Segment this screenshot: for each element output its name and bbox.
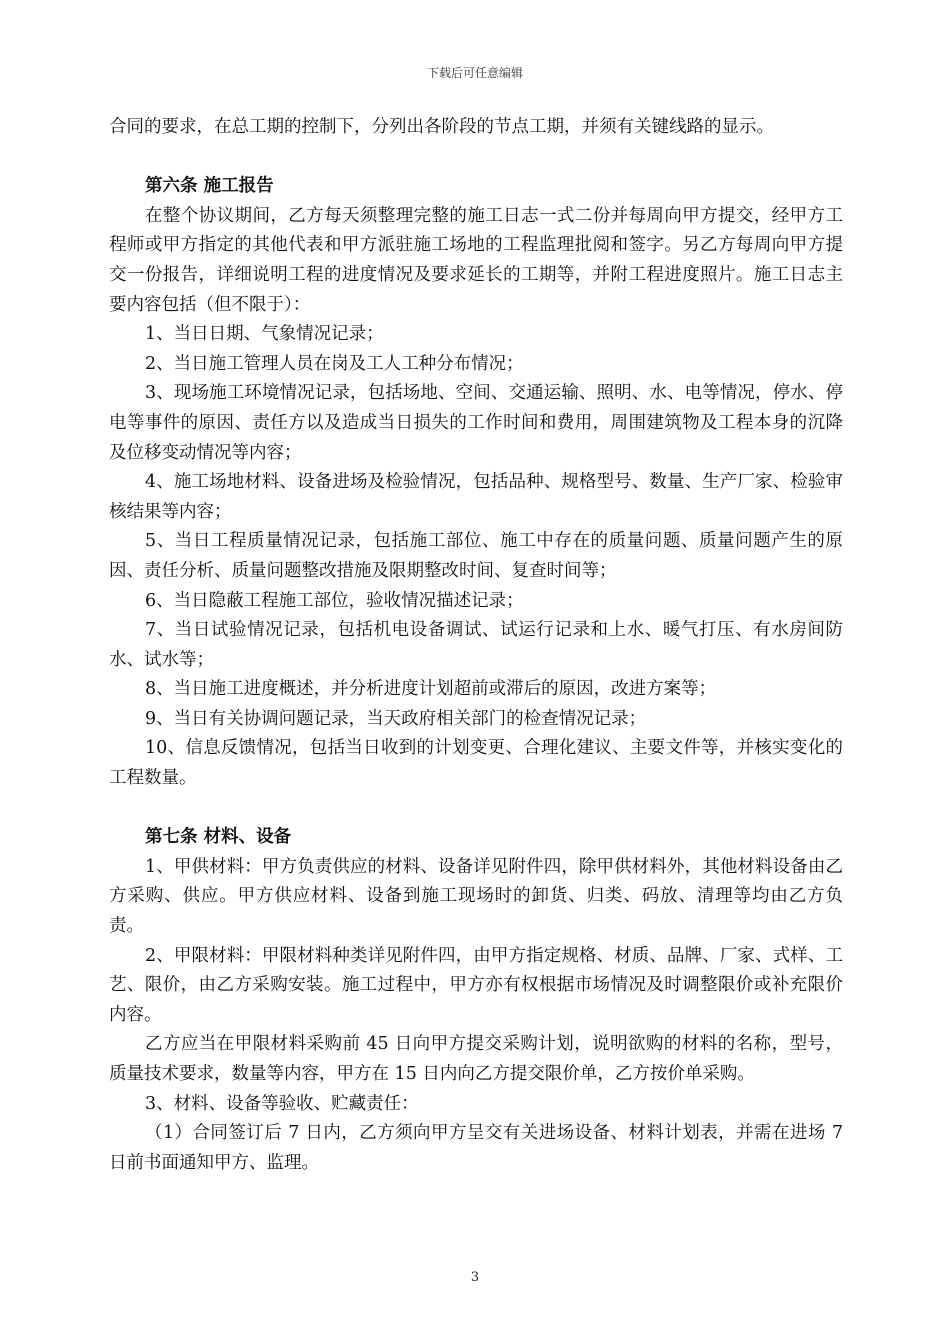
list-item: 9、当日有关协调问题记录，当天政府相关部门的检查情况记录； <box>145 708 647 729</box>
list-item: 1、当日日期、气象情况记录； <box>145 324 384 345</box>
list-item: 2、当日施工管理人员在岗及工人工种分布情况； <box>145 353 524 374</box>
list-item: 5、当日工程质量情况记录，包括施工部位、施工中存在的质量问题、质量问题产生的原因、责任分析、质量问题整改措施及限期整改时间、复查时间等； <box>109 531 843 581</box>
list-item: 8、当日施工进度概述，并分析进度计划超前或滞后的原因，改进方案等； <box>145 679 717 700</box>
list-item: 4、施工场地材料、设备进场及检验情况，包括品种、规格型号、数量、生产厂家、检验审核结果等内容； <box>109 472 843 522</box>
article-7-paragraph-3: 乙方应当在甲限材料采购前 45 日向甲方提交采购计划，说明欲购的材料的名称，型号，质量技术要求，数量等内容，甲方在 15 日内向乙方提交限价单，乙方按价单采购。 <box>109 1034 843 1084</box>
list-item: 3、现场施工环境情况记录，包括场地、空间、交通运输、照明、水、电等情况，停水、停电等事件的原因、责任方以及造成当日损失的工作时间和费用，周围建筑物及工程本身的沉降及位移变动情况等内容； <box>109 383 843 463</box>
page-header: 下载后可任意编辑 <box>426 66 523 80</box>
article-6-heading: 第六条 施工报告 <box>145 176 274 197</box>
document-body <box>109 113 843 1178</box>
article-7-paragraph-1: 1、甲供材料：甲方负责供应的材料、设备详见附件四，除甲供材料外，其他材料设备由乙方采购、供应。甲方供应材料、设备到施工现场时的卸货、归类、码放、清理等均由乙方负责。 <box>109 856 843 937</box>
article-7-paragraph-5: （1）合同签订后 7 日内，乙方须向甲方呈交有关进场设备、材料计划表，并需在进场 7 日前书面通知甲方、监理。 <box>109 1123 843 1173</box>
spacer <box>109 794 843 824</box>
spacer <box>109 143 843 173</box>
article-6-paragraph: 在整个协议期间，乙方每天须整理完整的施工日志一式二份并每周向甲方提交，经甲方工程师或甲方指定的其他代表和甲方派驻施工场地的工程监理批阅和签字。另乙方每周向甲方提交一份报告，详细说明工程的进度情况及要求延长的工期等，并附工程进度照片。施工日志主要内容包括（但不限于）： <box>109 205 843 315</box>
page-number: 3 <box>470 1270 480 1285</box>
list-item: 6、当日隐蔽工程施工部位，验收情况描述记录； <box>145 590 524 611</box>
article-7-paragraph-2: 2、甲限材料：甲限材料种类详见附件四，由甲方指定规格、材质、品牌、厂家、式样、工艺、限价，由乙方采购安装。施工过程中，甲方亦有权根据市场情况及时调整限价或补充限价内容。 <box>109 945 843 1025</box>
list-item: 10、信息反馈情况，包括当日收到的计划变更、合理化建议、主要文件等，并核实变化的工程数量。 <box>109 738 843 789</box>
list-item: 7、当日试验情况记录，包括机电设备调试、试运行记录和上水、暖气打压、有水房间防水、试水等； <box>109 620 843 670</box>
article-7-paragraph-4: 3、材料、设备等验收、贮藏责任： <box>145 1093 419 1114</box>
article-7-heading: 第七条 材料、设备 <box>145 827 292 848</box>
intro-paragraph: 合同的要求，在总工期的控制下，分列出各阶段的节点工期，并须有关键线路的显示。 <box>109 117 774 137</box>
